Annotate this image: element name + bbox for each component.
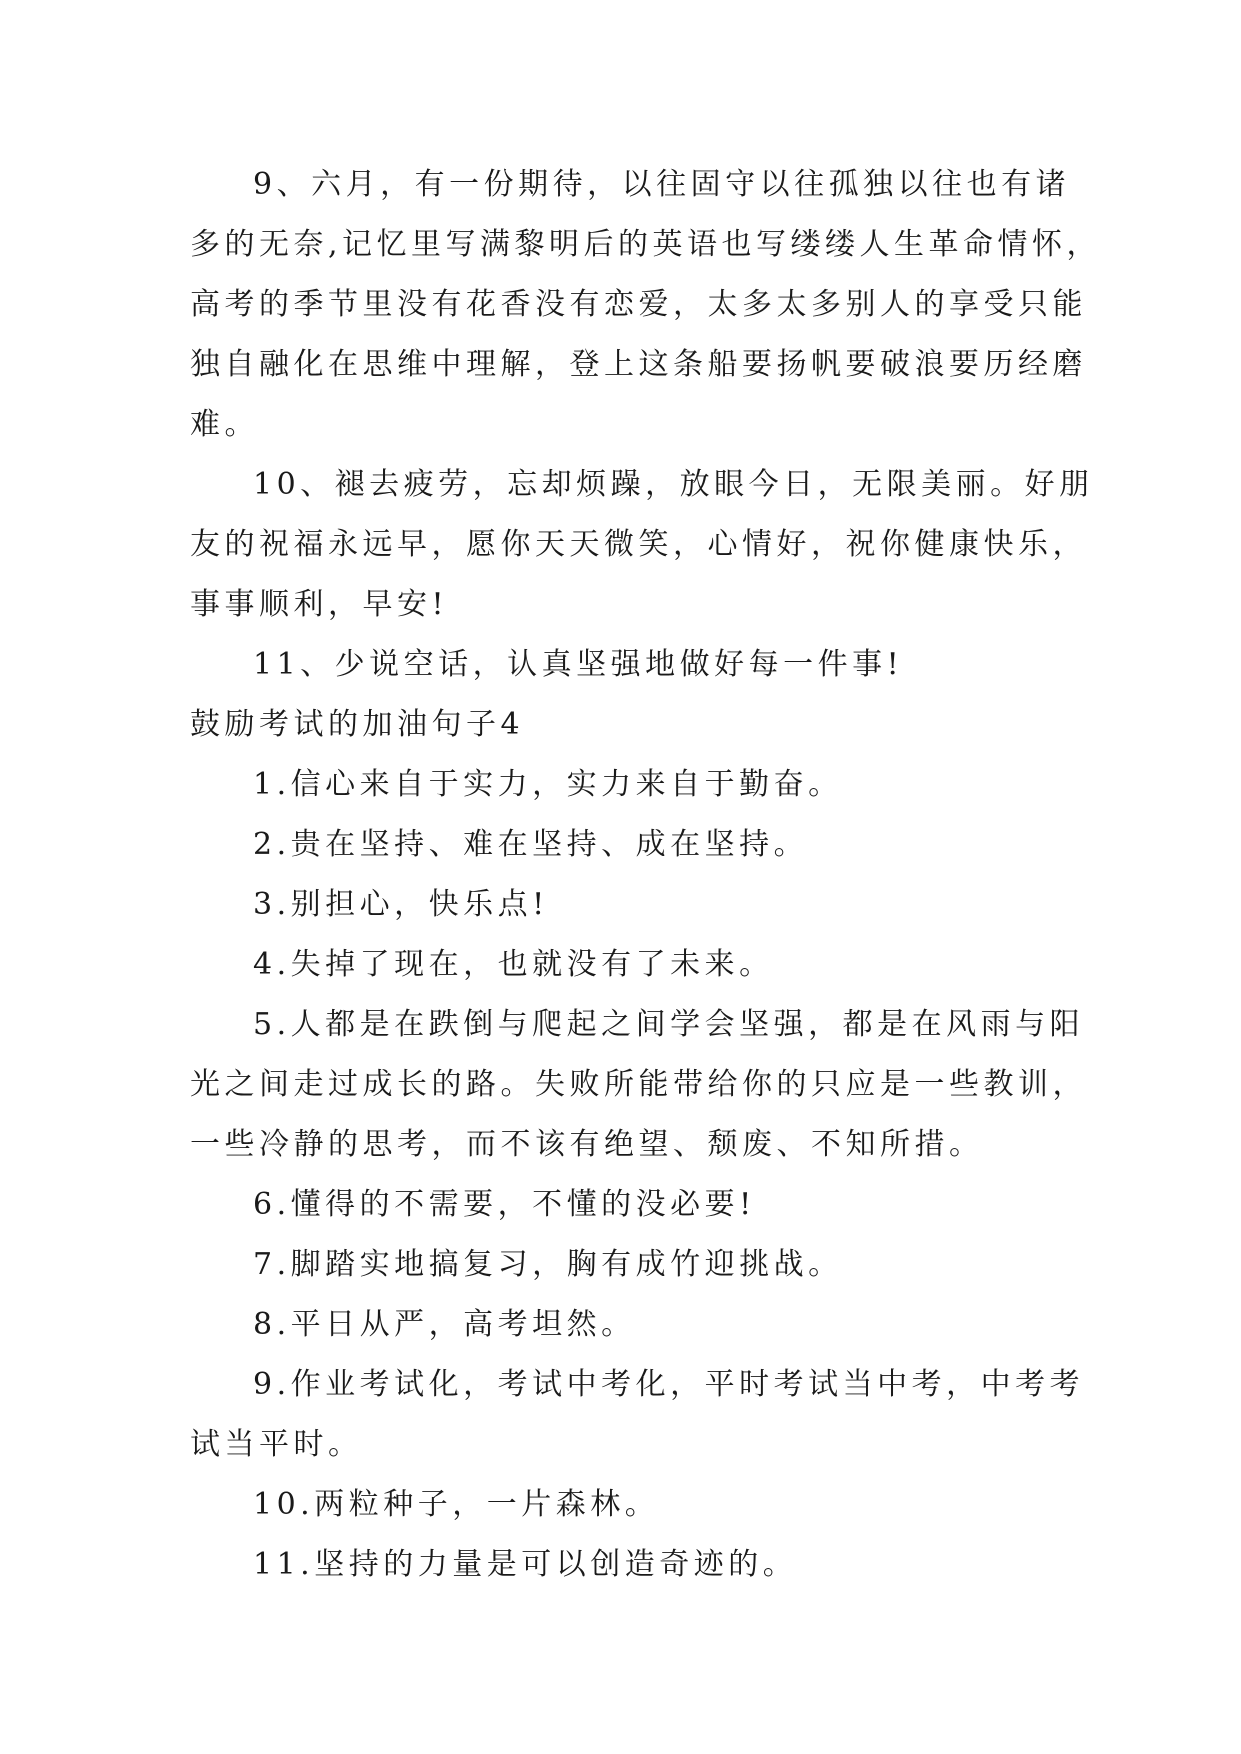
list-item: 2.贵在坚持、难在坚持、成在坚持。 bbox=[253, 827, 809, 862]
list-item: 1.信心来自于实力，实力来自于勤奋。 bbox=[253, 767, 843, 802]
paragraph-line: 9、六月，有一份期待，以往固守以往孤独以往也有诸 bbox=[253, 167, 1071, 202]
paragraph-line: 10、褪去疲劳，忘却烦躁，放眼今日，无限美丽。好朋 bbox=[253, 467, 1094, 502]
list-item: 5.人都是在跌倒与爬起之间学会坚强，都是在风雨与阳 bbox=[253, 1007, 1085, 1042]
list-item-continuation: 试当平时。 bbox=[190, 1427, 363, 1462]
paragraph-line: 独自融化在思维中理解，登上这条船要扬帆要破浪要历经磨 bbox=[190, 347, 1087, 382]
list-item: 4.失掉了现在，也就没有了未来。 bbox=[253, 947, 774, 982]
list-item: 11.坚持的力量是可以创造奇迹的。 bbox=[253, 1547, 798, 1582]
paragraph-line: 友的祝福永远早，愿你天天微笑，心情好，祝你健康快乐， bbox=[190, 527, 1087, 562]
list-item: 9.作业考试化，考试中考化，平时考试当中考，中考考 bbox=[253, 1367, 1085, 1402]
list-item-continuation: 一些冷静的思考，而不该有绝望、颓废、不知所措。 bbox=[190, 1127, 984, 1162]
paragraph-line: 多的无奈,记忆里写满黎明后的英语也写缕缕人生革命情怀， bbox=[190, 227, 1102, 262]
list-item-continuation: 光之间走过成长的路。失败所能带给你的只应是一些教训， bbox=[190, 1067, 1087, 1102]
paragraph-line: 11、少说空话，认真坚强地做好每一件事! bbox=[253, 647, 904, 682]
list-item: 8.平日从严，高考坦然。 bbox=[253, 1307, 636, 1342]
paragraph-line: 高考的季节里没有花香没有恋爱，太多太多别人的享受只能 bbox=[190, 287, 1087, 322]
paragraph-line: 事事顺利，早安! bbox=[190, 587, 449, 622]
list-item: 3.别担心，快乐点! bbox=[253, 887, 549, 922]
paragraph-line: 难。 bbox=[190, 407, 259, 442]
list-item: 7.脚踏实地搞复习，胸有成竹迎挑战。 bbox=[253, 1247, 843, 1282]
list-item: 10.两粒种子，一片森林。 bbox=[253, 1487, 660, 1522]
section-heading: 鼓励考试的加油句子4 bbox=[190, 707, 525, 742]
list-item: 6.懂得的不需要，不懂的没必要! bbox=[253, 1187, 756, 1222]
